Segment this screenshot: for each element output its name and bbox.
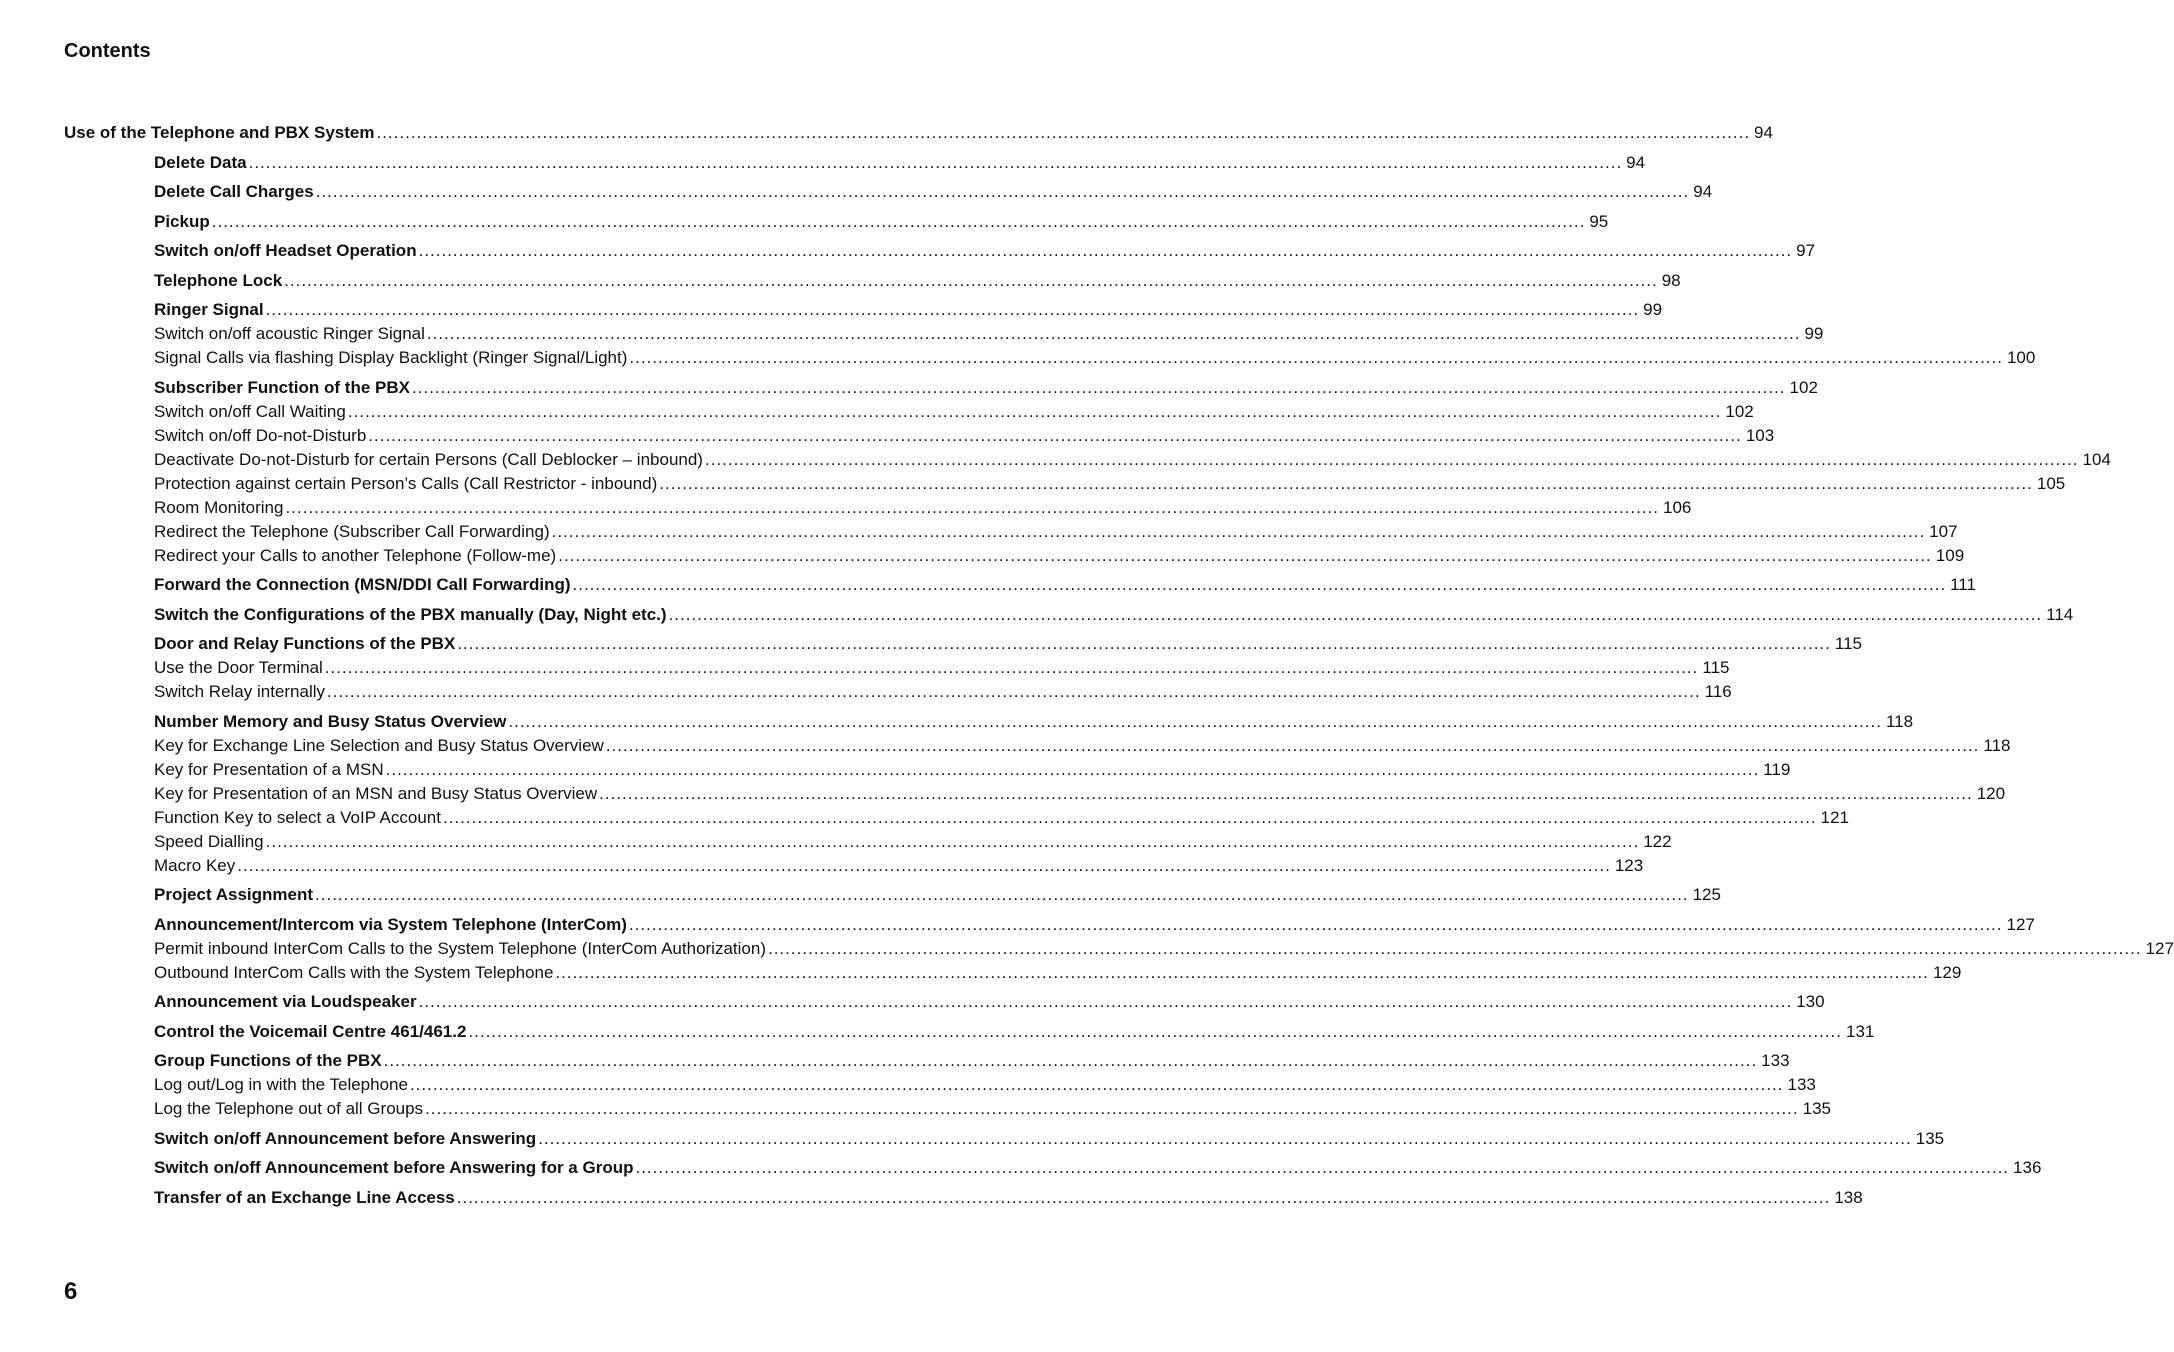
- toc-entry-title: Macro Key: [154, 856, 236, 875]
- toc-entry-page: 119: [1763, 760, 1791, 779]
- dot-leader: [212, 210, 1586, 234]
- dot-leader: [443, 806, 1817, 830]
- toc-entry-page: 115: [1702, 658, 1730, 677]
- dot-leader: [315, 883, 1689, 907]
- toc-entry[interactable]: [154, 734, 2011, 758]
- toc-entry-page: 100: [2006, 348, 2036, 367]
- dot-leader: [376, 121, 1750, 145]
- dot-leader: [284, 269, 1658, 293]
- toc-entry-page: 109: [1935, 546, 1965, 565]
- toc-entry[interactable]: [154, 710, 1914, 734]
- toc-entry[interactable]: [154, 1127, 1945, 1151]
- toc-entry-page: 103: [1745, 426, 1775, 445]
- toc-entry-title: Announcement via Loudspeaker: [154, 992, 417, 1011]
- toc-entry-page: 102: [1725, 402, 1754, 421]
- toc-entry-page: 130: [1796, 992, 1825, 1011]
- toc-entry-title: Room Monitoring: [154, 498, 284, 517]
- dot-leader: [555, 961, 1929, 985]
- toc-entry-title: Key for Exchange Line Selection and Busy Status Overview: [154, 736, 604, 755]
- dot-leader: [325, 656, 1699, 680]
- toc-entry-title: Use of the Telephone and PBX System: [64, 123, 375, 142]
- toc-entry-page: 122: [1643, 832, 1672, 851]
- toc-entry[interactable]: [154, 1097, 1831, 1121]
- toc-entry-page: 116: [1704, 682, 1732, 701]
- dot-leader: [386, 758, 1760, 782]
- toc-entry-title: Use the Door Terminal: [154, 658, 323, 677]
- toc-entry-title: Switch on/off Do-not-Disturb: [154, 426, 367, 445]
- toc-entry[interactable]: [154, 1020, 1875, 1044]
- toc-entry-page: 111: [1950, 575, 1976, 594]
- toc-entry-page: 127: [2006, 915, 2035, 934]
- dot-leader: [629, 913, 2003, 937]
- toc-entry-page: 129: [1932, 963, 1962, 982]
- toc-entry-page: 125: [1692, 885, 1721, 904]
- toc-entry[interactable]: [154, 1186, 1863, 1210]
- toc-entry-title: Delete Call Charges: [154, 182, 314, 201]
- toc-entry[interactable]: [154, 573, 1976, 597]
- toc-entry[interactable]: [154, 448, 2111, 472]
- dot-leader: [348, 400, 1722, 424]
- toc-entry-page: 123: [1614, 856, 1644, 875]
- toc-entry-page: 95: [1589, 212, 1609, 231]
- toc-entry-page: 94: [1626, 153, 1646, 172]
- toc-entry-page: 99: [1643, 300, 1663, 319]
- toc-entry-title: Signal Calls via flashing Display Backlight (Ringer Signal/Light): [154, 348, 628, 367]
- dot-leader: [457, 1186, 1831, 1210]
- toc-entry-page: 114: [2046, 605, 2074, 624]
- toc-entry-title: Forward the Connection (MSN/DDI Call Forwarding): [154, 575, 571, 594]
- toc-entry-title: Switch on/off Call Waiting: [154, 402, 346, 421]
- toc-entry[interactable]: [154, 680, 1732, 704]
- toc-entry-page: 135: [1915, 1129, 1945, 1148]
- toc-entry[interactable]: [64, 121, 1773, 145]
- toc-entry-title: Switch on/off Announcement before Answering: [154, 1129, 537, 1148]
- toc-entry-title: Switch Relay internally: [154, 682, 326, 701]
- toc-entry-page: 104: [2082, 450, 2111, 469]
- toc-entry[interactable]: [154, 376, 1818, 400]
- toc-entry-title: Control the Voicemail Centre 461/461.2: [154, 1022, 467, 1041]
- toc-entry-title: Ringer Signal: [154, 300, 264, 319]
- toc-entry-title: Switch the Configurations of the PBX manually (Day, Night etc.): [154, 605, 667, 624]
- toc-entry-page: 105: [2036, 474, 2066, 493]
- toc-entry-title: Announcement/Intercom via System Telephone (InterCom): [154, 915, 627, 934]
- dot-leader: [558, 544, 1932, 568]
- toc-entry[interactable]: [154, 346, 2036, 370]
- dot-leader: [635, 1156, 2009, 1180]
- dot-leader: [606, 734, 1980, 758]
- toc-entry-title: Telephone Lock: [154, 271, 283, 290]
- toc-entry-page: 94: [1693, 182, 1713, 201]
- toc-entry-title: Log out/Log in with the Telephone: [154, 1075, 408, 1094]
- toc-entry-title: Protection against certain Person’s Calls (Call Restrictor - inbound): [154, 474, 658, 493]
- toc-entry-page: 121: [1820, 808, 1849, 827]
- dot-leader: [327, 680, 1701, 704]
- toc-entry[interactable]: [154, 239, 1816, 263]
- toc-entry-title: Group Functions of the PBX: [154, 1051, 382, 1070]
- toc-entry-title: Key for Presentation of a MSN: [154, 760, 384, 779]
- toc-entry-title: Pickup: [154, 212, 210, 231]
- toc-entry[interactable]: [154, 632, 1862, 656]
- toc-entry-page: 98: [1661, 271, 1681, 290]
- dot-leader: [508, 710, 1882, 734]
- dot-leader: [457, 632, 1831, 656]
- toc-entry[interactable]: [154, 603, 2074, 627]
- toc-entry[interactable]: [154, 424, 1775, 448]
- toc-entry[interactable]: [154, 1049, 1790, 1073]
- toc-entry-page: 106: [1663, 498, 1692, 517]
- dot-leader: [410, 1073, 1784, 1097]
- toc-entry-page: 135: [1802, 1099, 1831, 1118]
- dot-leader: [237, 854, 1611, 878]
- toc-entry-title: Number Memory and Busy Status Overview: [154, 712, 507, 731]
- toc-entry-title: Project Assignment: [154, 885, 314, 904]
- toc-entry-title: Redirect your Calls to another Telephone (Follow-me): [154, 546, 557, 565]
- dot-leader: [412, 376, 1786, 400]
- toc-entry-title: Door and Relay Functions of the PBX: [154, 634, 456, 653]
- dot-leader: [266, 830, 1640, 854]
- toc-entry-title: Log the Telephone out of all Groups: [154, 1099, 424, 1118]
- toc-entry[interactable]: [154, 180, 1713, 204]
- dot-leader: [669, 603, 2043, 627]
- dot-leader: [419, 239, 1793, 263]
- toc-entry[interactable]: [154, 472, 2066, 496]
- toc-entry[interactable]: [154, 400, 1754, 424]
- toc-entry-page: 120: [1976, 784, 2006, 803]
- toc-entry-title: Switch on/off Headset Operation: [154, 241, 417, 260]
- toc-entry[interactable]: [154, 544, 1965, 568]
- page-title: Contents: [64, 40, 151, 62]
- dot-leader: [285, 496, 1659, 520]
- dot-leader: [705, 448, 2079, 472]
- toc-entry-page: 118: [1885, 712, 1914, 731]
- toc-entry-page: 107: [1929, 522, 1958, 541]
- toc-entry-page: 118: [1983, 736, 2011, 755]
- toc-entry[interactable]: [154, 990, 1825, 1014]
- toc-entry[interactable]: [154, 782, 2006, 806]
- toc-entry[interactable]: [154, 298, 1663, 322]
- dot-leader: [249, 151, 1623, 175]
- toc-entry-page: 133: [1761, 1051, 1790, 1070]
- toc-entry[interactable]: [154, 322, 1824, 346]
- toc-entry[interactable]: [154, 806, 1849, 830]
- dot-leader: [368, 424, 1742, 448]
- toc-entry-title: Redirect the Telephone (Subscriber Call Forwarding): [154, 522, 550, 541]
- toc-entry-title: Outbound InterCom Calls with the System Telephone: [154, 963, 554, 982]
- toc-entry[interactable]: [154, 496, 1692, 520]
- toc-entry-title: Subscriber Function of the PBX: [154, 378, 410, 397]
- dot-leader: [573, 573, 1947, 597]
- toc-entry[interactable]: [154, 151, 1646, 175]
- toc-entry-title: Deactivate Do-not-Disturb for certain Persons (Call Deblocker – inbound): [154, 450, 703, 469]
- toc-entry-title: Switch on/off Announcement before Answering for a Group: [154, 1158, 634, 1177]
- toc-entry-page: 138: [1834, 1188, 1863, 1207]
- toc-entry-title: Permit inbound InterCom Calls to the System Telephone (InterCom Authorization): [154, 939, 766, 958]
- toc-entry[interactable]: [154, 210, 1609, 234]
- toc-entry[interactable]: [154, 961, 1962, 985]
- toc-entry[interactable]: [154, 883, 1721, 907]
- toc-entry-page: 99: [1804, 324, 1824, 343]
- toc-entry[interactable]: [154, 830, 1672, 854]
- toc-entry-title: Function Key to select a VoIP Account: [154, 808, 441, 827]
- dot-leader: [659, 472, 2033, 496]
- toc-entry-title: Transfer of an Exchange Line Access: [154, 1188, 455, 1207]
- page-number: 6: [64, 1278, 78, 1305]
- dot-leader: [419, 990, 1793, 1014]
- toc-entry-title: Delete Data: [154, 153, 247, 172]
- toc-entry-title: Switch on/off acoustic Ringer Signal: [154, 324, 425, 343]
- dot-leader: [427, 322, 1801, 346]
- dot-leader: [552, 520, 1926, 544]
- dot-leader: [425, 1097, 1799, 1121]
- dot-leader: [316, 180, 1690, 204]
- dot-leader: [629, 346, 2003, 370]
- toc-entry[interactable]: [154, 854, 1644, 878]
- toc-entry-page: 97: [1796, 241, 1816, 260]
- toc-entry[interactable]: [154, 269, 1681, 293]
- toc-entry[interactable]: [154, 656, 1730, 680]
- toc-entry[interactable]: [154, 937, 2174, 961]
- dot-leader: [468, 1020, 1842, 1044]
- dot-leader: [266, 298, 1640, 322]
- toc-entry-page: 136: [2013, 1158, 2042, 1177]
- toc-entry-page: 133: [1787, 1075, 1816, 1094]
- toc-entry[interactable]: [154, 1073, 1816, 1097]
- toc-entry-page: 131: [1845, 1022, 1875, 1041]
- toc-entry[interactable]: [154, 1156, 2042, 1180]
- dot-leader: [538, 1127, 1912, 1151]
- toc-entry[interactable]: [154, 520, 1958, 544]
- toc-entry-page: 127: [2145, 939, 2174, 958]
- dot-leader: [599, 782, 1973, 806]
- toc-entry[interactable]: [154, 758, 1791, 782]
- dot-leader: [768, 937, 2142, 961]
- toc-entry-title: Key for Presentation of an MSN and Busy Status Overview: [154, 784, 598, 803]
- toc-entry-page: 115: [1834, 634, 1862, 653]
- toc-entry-page: 94: [1754, 123, 1773, 142]
- dot-leader: [384, 1049, 1758, 1073]
- toc-entry-title: Speed Dialling: [154, 832, 264, 851]
- toc-entry-page: 102: [1789, 378, 1818, 397]
- toc-entry[interactable]: [154, 913, 2035, 937]
